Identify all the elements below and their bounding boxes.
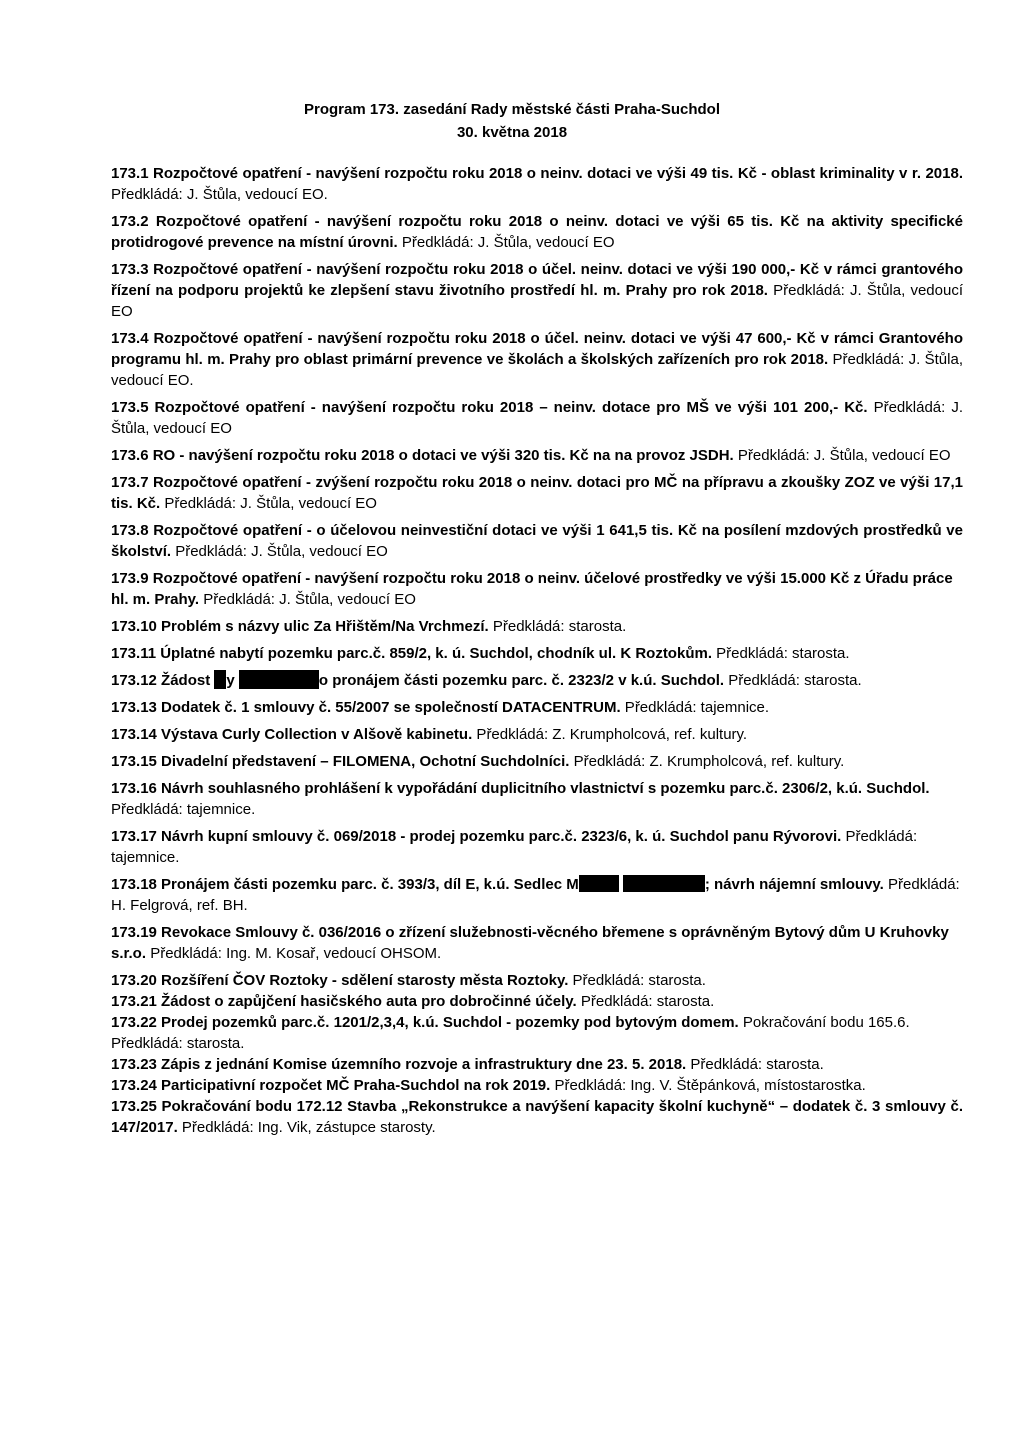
agenda-item xyxy=(111,874,963,916)
agenda-item-presenter: Předkládá: starosta. xyxy=(711,645,850,662)
agenda-item xyxy=(111,751,963,772)
agenda-item-title: 173.2 Rozpočtové opatření - navýšení rozpočtu roku 2018 o neinv. dotaci ve výši 65 tis. Kč na aktivity specifické protidrogové prevence na místní úrovni. xyxy=(111,213,963,251)
agenda-item-title: 173.6 RO - navýšení rozpočtu roku 2018 o dotaci ve výši 320 tis. Kč na na provoz JSDH. xyxy=(111,447,734,464)
agenda-item-presenter: Předkládá: Z. Krumpholcová, ref. kultury. xyxy=(569,753,845,770)
agenda-item-presenter: Předkládá: Ing. Vik, zástupce starosty. xyxy=(177,1119,436,1136)
agenda-item-presenter: Předkládá: starosta. xyxy=(686,1056,824,1073)
agenda-item xyxy=(111,445,963,466)
agenda-item-title: 173.8 Rozpočtové opatření - o účelovou neinvestiční dotaci ve výši 1 641,5 tis. Kč na posílení mzdových prostředků ve školství. xyxy=(111,522,963,560)
redaction-bar xyxy=(239,670,319,689)
agenda-item-presenter: Předkládá: Z. Krumpholcová, ref. kultury. xyxy=(472,726,748,743)
agenda-item-presenter: Předkládá: tajemnice. xyxy=(111,801,256,818)
agenda-item xyxy=(111,991,963,1012)
agenda-item-title: 173.11 Úplatné nabytí pozemku parc.č. 859/2, k. ú. Suchdol, chodník ul. K Roztokům. xyxy=(111,645,712,662)
agenda-item-title: 173.22 Prodej pozemků parc.č. 1201/2,3,4, k.ú. Suchdol - pozemky pod bytovým domem. xyxy=(111,1014,739,1031)
agenda-item-presenter: Předkládá: J. Štůla, vedoucí EO xyxy=(733,447,951,464)
agenda-item-title-part: y xyxy=(226,672,239,689)
agenda-item-title: 173.9 Rozpočtové opatření - navýšení rozpočtu roku 2018 o neinv. účelové prostředky ve výši 15.000 Kč z Úřadu práce hl. m. Prahy. xyxy=(111,570,953,608)
agenda-item-title-part: 173.12 Žádost xyxy=(111,672,215,689)
agenda-item xyxy=(111,1096,963,1138)
agenda-item xyxy=(111,697,963,718)
agenda-item xyxy=(111,670,963,691)
agenda-item-presenter: Předkládá: Ing. M. Kosař, vedoucí OHSOM. xyxy=(146,945,442,962)
agenda-item xyxy=(111,163,963,205)
agenda-item xyxy=(111,472,963,514)
document-date: 30. května 2018 xyxy=(456,124,568,141)
agenda-item-title: 173.7 Rozpočtové opatření - zvýšení rozpočtu roku 2018 o neinv. dotaci pro MČ na přípravu a zkoušky ZOZ ve výši 17,1 tis. Kč. xyxy=(111,474,963,512)
agenda-item-presenter: Předkládá: starosta. xyxy=(576,993,715,1010)
agenda-item-presenter: Předkládá: H. Felgrová, ref. BH. xyxy=(111,876,960,914)
agenda-item-title-part: o pronájem části pozemku parc. č. 2323/2 v k.ú. Suchdol. xyxy=(318,672,725,689)
agenda-item-title-part: ; návrh nájemní smlouvy. xyxy=(704,876,884,893)
agenda-item-title-part: 173.18 Pronájem části pozemku parc. č. 393/3, díl E, k.ú. Sedlec M xyxy=(111,876,579,893)
agenda-item-presenter: Předkládá: J. Štůla, vedoucí EO. xyxy=(111,351,963,389)
agenda-item-presenter: Předkládá: J. Štůla, vedoucí EO xyxy=(171,543,388,560)
agenda-item-title: 173.14 Výstava Curly Collection v Alšově kabinetu. xyxy=(111,726,473,743)
document-title: Program 173. zasedání Rady městské části Praha-Suchdol xyxy=(303,101,720,118)
agenda-item xyxy=(111,826,963,868)
agenda-item xyxy=(111,259,963,322)
agenda-item-presenter: Předkládá: J. Štůla, vedoucí EO xyxy=(160,495,377,512)
agenda-item-presenter: Předkládá: starosta. xyxy=(568,972,706,989)
agenda-item-title: 173.5 Rozpočtové opatření - navýšení rozpočtu roku 2018 – neinv. dotace pro MŠ ve výši 101 200,- Kč. xyxy=(111,399,868,416)
agenda-item-presenter: Pokračování bodu 165.6. Předkládá: starosta. xyxy=(111,1014,910,1052)
agenda-item xyxy=(111,922,963,964)
agenda-item xyxy=(111,568,963,610)
agenda-item-presenter: Předkládá: J. Štůla, vedoucí EO. xyxy=(111,186,328,203)
agenda-item-title: 173.4 Rozpočtové opatření - navýšení rozpočtu roku 2018 o účel. neinv. dotaci ve výši 47 600,- Kč v rámci Grantového programu hl. m. Prahy pro oblast primární prevence ve školách a školských zařízeních pro rok 2018. xyxy=(111,330,963,368)
agenda-list xyxy=(111,163,963,1138)
agenda-item xyxy=(111,211,963,253)
agenda-item-title: 173.23 Zápis z jednání Komise územního rozvoje a infrastruktury dne 23. 5. 2018. xyxy=(111,1056,687,1073)
redaction-bar xyxy=(214,670,226,689)
agenda-item-presenter: Předkládá: starosta. xyxy=(488,618,627,635)
agenda-item-presenter: Předkládá: J. Štůla, vedoucí EO xyxy=(397,234,615,251)
agenda-item-title: 173.1 Rozpočtové opatření - navýšení rozpočtu roku 2018 o neinv. dotaci ve výši 49 tis. Kč - oblast kriminality v r. 2018. xyxy=(111,165,963,182)
agenda-item-presenter: Předkládá: starosta. xyxy=(724,672,862,689)
agenda-item-title: 173.13 Dodatek č. 1 smlouvy č. 55/2007 se společností DATACENTRUM. xyxy=(111,699,621,716)
agenda-item xyxy=(111,1012,963,1054)
agenda-item-title: 173.24 Participativní rozpočet MČ Praha-Suchdol na rok 2019. xyxy=(111,1077,551,1094)
agenda-item-presenter: Předkládá: J. Štůla, vedoucí EO xyxy=(111,399,963,437)
agenda-item xyxy=(111,970,963,991)
agenda-item xyxy=(111,1054,963,1075)
agenda-item xyxy=(111,643,963,664)
agenda-item-presenter: Předkládá: J. Štůla, vedoucí EO xyxy=(111,282,963,320)
agenda-item-title: 173.19 Revokace Smlouvy č. 036/2016 o zřízení služebnosti-věcného břemene s oprávněným Bytový dům U Kruhovky s.r.o. xyxy=(111,924,949,962)
agenda-item xyxy=(111,778,963,820)
agenda-item xyxy=(111,328,963,391)
agenda-item-title: 173.3 Rozpočtové opatření - navýšení rozpočtu roku 2018 o účel. neinv. dotaci ve výši 190 000,- Kč v rámci grantového řízení na podporu projektů ke zlepšení stavu životního prostředí hl. m. Prahy pro rok 2018. xyxy=(111,261,963,299)
agenda-item xyxy=(111,520,963,562)
agenda-item xyxy=(111,616,963,637)
agenda-item-presenter: Předkládá: Ing. V. Štěpánková, místostarostka. xyxy=(550,1077,866,1094)
redaction-bar xyxy=(623,875,705,892)
agenda-item-title: 173.15 Divadelní představení – FILOMENA, Ochotní Suchdolníci. xyxy=(111,753,570,770)
agenda-item xyxy=(111,1075,963,1096)
agenda-item-title: 173.10 Problém s názvy ulic Za Hřištěm/Na Vrchmezí. xyxy=(111,618,489,635)
agenda-item-title: 173.16 Návrh souhlasného prohlášení k vypořádání duplicitního vlastnictví s pozemku parc.č. 2306/2, k.ú. Suchdol. xyxy=(111,780,930,797)
agenda-item-presenter: Předkládá: J. Štůla, vedoucí EO xyxy=(199,591,416,608)
agenda-item-title: 173.21 Žádost o zapůjčení hasičského auta pro dobročinné účely. xyxy=(111,993,577,1010)
agenda-item xyxy=(111,724,963,745)
agenda-item-presenter: Předkládá: tajemnice. xyxy=(620,699,770,716)
agenda-item-title: 173.20 Rozšíření ČOV Roztoky - sdělení starosty města Roztoky. xyxy=(111,972,569,989)
agenda-item-title: 173.25 Pokračování bodu 172.12 Stavba „Rekonstrukce a navýšení kapacity školní kuchyně“ – dodatek č. 3 smlouvy č. 147/2017. xyxy=(111,1098,963,1136)
agenda-item-title: 173.17 Návrh kupní smlouvy č. 069/2018 - prodej pozemku parc.č. 2323/6, k. ú. Suchdol panu Rývorovi. xyxy=(111,828,842,845)
redaction-bar xyxy=(579,875,619,892)
agenda-item xyxy=(111,397,963,439)
agenda-item-presenter: Předkládá: tajemnice. xyxy=(111,828,918,866)
